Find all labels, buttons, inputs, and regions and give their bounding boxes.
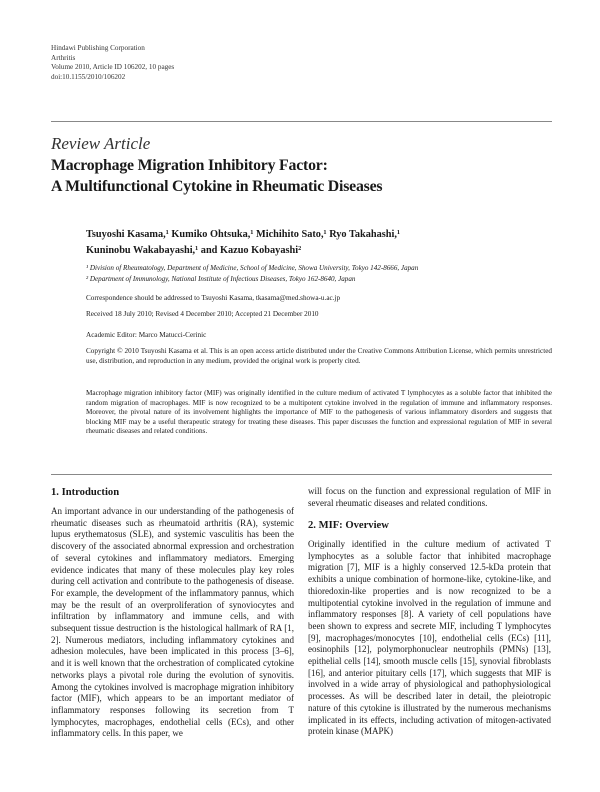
author-list bbox=[86, 227, 552, 259]
mif-overview-text: Originally identified in the culture medium of activated T lymphocytes as a soluble factor that inhibited macrophage migration [7], MIF is a highly conserved 12.5-kDa protein that exhibits a unique combination of hormone-like, cytokine-like, and thioredoxin-like properties and is now recognized to be a multipotential cytokine involved in the regulation of immune and inflammatory responses [8]. A variety of cell populations have been shown to express and secrete MIF, including T lymphocytes [9], macrophages/monocytes [10], endothelial cells (ECs) [11], eosinophils [12], polymorphonuclear neutrophils (PMNs) [13], epithelial cells [14], smooth muscle cells [15], synovial fibroblasts [16], and anterior pituitary cells [17], which suggests that MIF is involved in a wide array of physiological and pathophysiological processes. As will be described later in detail, the pleiotropic nature of this cytokine is illustrated by the numerous mechanisms implicated in its effects, including activation of mitogen-activated protein kinase (MAPK) bbox=[308, 539, 551, 737]
authors-line-2: Kuninobu Wakabayashi,¹ and Kazuo Kobayashi² bbox=[86, 245, 302, 256]
copyright-notice: Copyright © 2010 Tsuyoshi Kasama et al. This is an open access article distributed under the Creative Commons Attribution License, which permits unrestricted use, distribution, and reproduction in any medium, provided the original work is properly cited. bbox=[86, 347, 552, 365]
journal-name: Arthritis bbox=[51, 53, 76, 62]
volume-info: Volume 2010, Article ID 106202, 10 pages bbox=[51, 63, 175, 72]
affiliation-1: ¹ Division of Rheumatology, Department of Medicine, School of Medicine, Showa University, Tokyo 142-8666, Japan bbox=[86, 264, 419, 272]
article-type: Review Article bbox=[51, 134, 151, 153]
introduction-text-continued: will focus on the function and expressional regulation of MIF in several rheumatic diseases and related conditions. bbox=[308, 486, 551, 508]
article-title bbox=[51, 155, 551, 197]
top-divider bbox=[51, 121, 552, 122]
title-line-2: A Multifunctional Cytokine in Rheumatic Diseases bbox=[51, 178, 383, 195]
abstract: Macrophage migration inhibitory factor (MIF) was originally identified in the culture medium of activated T lymphocytes as a soluble factor that inhibited the random migration of macrophages. MIF is now recognized to be a multipotent cytokine involved in the regulation of immune and inflammatory responses. Moreover, the pivotal nature of its involvement highlights the importance of MIF to the pathogenesis of various inflammatory disorders and suggests that blocking MIF may be a useful therapeutic strategy for treating these diseases. This paper discusses the function and expressional regulation of MIF in several rheumatic diseases and related conditions. bbox=[86, 389, 552, 436]
journal-header bbox=[51, 44, 351, 82]
abstract-divider bbox=[51, 474, 552, 475]
academic-editor: Academic Editor: Marco Matucci-Cerinic bbox=[86, 331, 207, 339]
section-heading-introduction: 1. Introduction bbox=[51, 487, 120, 498]
title-line-1: Macrophage Migration Inhibitory Factor: bbox=[51, 157, 328, 174]
introduction-text: An important advance in our understanding of the pathogenesis of rheumatic diseases such as rheumatoid arthritis (RA), systemic lupus erythematosus (SLE), and systemic vasculitis has been the discovery of the associated abnormal expression and orchestration of several cytokines and inflammatory mediators. Emerging evidence indicates that many of these molecules play key roles during cell activation and contribute to the pathogenesis of disease. For example, the development of the inflammatory pannus, which may be the result of an overproliferation of synoviocytes and infiltration by inflammatory and immune cells, and with subsequent tissue destruction is the histological hallmark of RA [1, 2]. Numerous mediators, including inflammatory cytokines and adhesion molecules, have been implicated in this process [3–6], and it is well known that the orchestration of complicated cytokine networks plays a pivotal role during the evolution of synovitis. Among the cytokines involved is macrophage migration inhibitory factor (MIF), which appears to be an important mediator of inflammatory responses following its secretion from T lymphocytes, macrophages, endothelial cells (ECs), and other inflammatory cells. In this paper, we bbox=[51, 506, 294, 739]
doi[interactable]: doi:10.1155/2010/106202 bbox=[51, 72, 126, 81]
correspondence: Correspondence should be addressed to Tsuyoshi Kasama, tkasama@med.showa-u.ac.jp bbox=[86, 294, 341, 302]
authors-line-1: Tsuyoshi Kasama,¹ Kumiko Ohtsuka,¹ Michihito Sato,¹ Ryo Takahashi,¹ bbox=[86, 229, 401, 240]
affiliation-2: ² Department of Immunology, National Institute of Infectious Diseases, Tokyo 162-8640, Japan bbox=[86, 274, 356, 283]
section-heading-mif-overview: 2. MIF: Overview bbox=[308, 520, 389, 531]
affiliations bbox=[86, 263, 552, 284]
received-dates: Received 18 July 2010; Revised 4 December 2010; Accepted 21 December 2010 bbox=[86, 310, 319, 318]
publisher-name: Hindawi Publishing Corporation bbox=[51, 44, 145, 52]
